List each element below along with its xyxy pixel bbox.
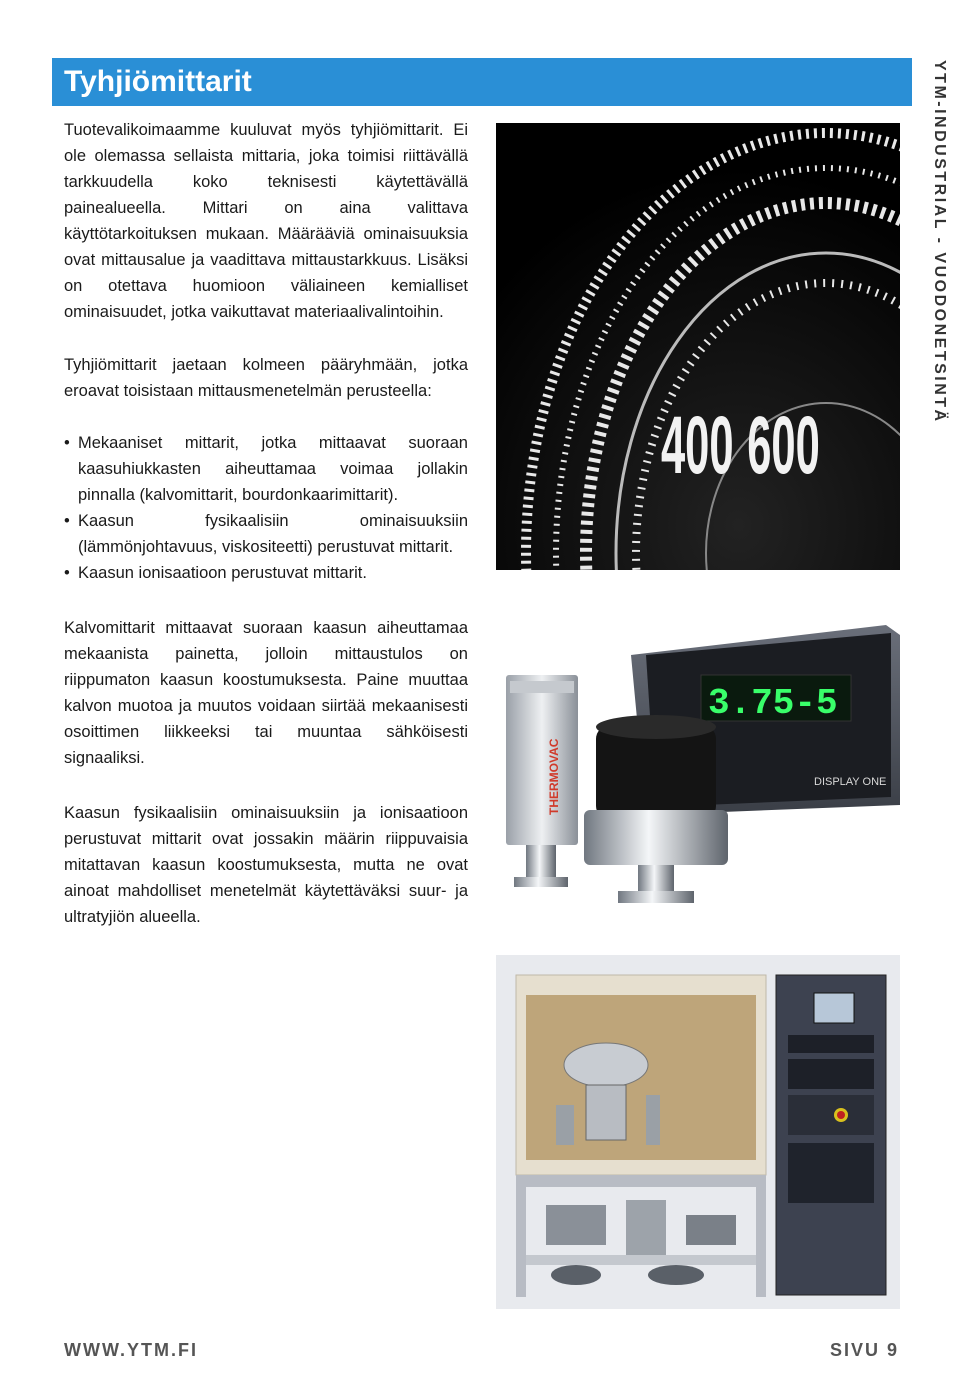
display-value: 3.75-5	[708, 683, 838, 724]
list-item: • Mekaaniset mittarit, jotka mittaavat suoraan kaasuhiukkasten aiheuttamaa voimaa jollakin pinnalla (kalvomittarit, bourdonkaarimittarit).	[64, 430, 468, 508]
gauge-types-list	[64, 430, 468, 586]
page-title: Tyhjiömittarit	[64, 65, 252, 98]
footer-website: WWW.YTM.FI	[64, 1340, 198, 1360]
membrane-text: Kalvomittarit mittaavat suoraan kaasun aiheuttamaa mekaanista painetta, jolloin mittaustulos on riippumaton kaasun koostumuksesta. Paine muuttaa kalvon muotoa ja muutos voidaan siirtää mekaanisesti osoittimen liikkeeksi tai muuntaa sähköisesti signaaliksi.	[64, 619, 468, 767]
display-label: DISPLAY ONE	[814, 776, 887, 788]
groups-intro-paragraph	[64, 352, 468, 404]
intro-text: Tuotevalikoimaamme kuuluvat myös tyhjiömittarit. Ei ole olemassa sellaista mittaria, joka toimisi riittävällä tarkkuudella koko teknisesti käytettävällä painealueella. Mittari on aina valittava käyttötarkoituksen mukaan. Määrääviä ominaisuuksia ovat mittausalue ja vaadittava mittaustarkkuus. Lisäksi on otettava huomioon väliaineen kemialliset ominaisuudet, jotka vaikuttavat materiaalivalintoihin.	[64, 121, 468, 321]
physical-paragraph	[64, 800, 468, 930]
thermovac-label: THERMOVAC	[547, 738, 561, 815]
gauge-photo	[496, 123, 900, 570]
device-illustration	[496, 615, 900, 925]
title-bar	[52, 58, 912, 106]
groups-intro-text: Tyhjiömittarit jaetaan kolmeen pääryhmään, jotka eroavat toisistaan mittausmenetelmän perusteella:	[64, 356, 468, 400]
gauge-number-400: 400	[661, 399, 734, 491]
side-label	[928, 60, 952, 460]
system-illustration	[496, 955, 900, 1309]
device-photo	[496, 615, 900, 925]
system-photo	[496, 955, 900, 1309]
intro-paragraph	[64, 117, 468, 325]
list-item: • Kaasun fysikaalisiin ominaisuuksiin (lämmönjohtavuus, viskositeetti) perustuvat mittarit.	[64, 508, 468, 560]
gauge-number-600: 600	[747, 399, 820, 491]
footer-page-number: SIVU 9	[830, 1340, 900, 1360]
side-label-text: YTM-INDUSTRIAL - VUODONETSINTÄ	[931, 60, 948, 424]
gauge-illustration	[496, 123, 900, 570]
membrane-paragraph	[64, 615, 468, 771]
list-item: • Kaasun ionisaatioon perustuvat mittarit.	[64, 560, 468, 586]
physical-text: Kaasun fysikaalisiin ominaisuuksiin ja ionisaatioon perustuvat mittarit ovat jossakin määrin riippuvaisia mitattavan kaasun koostumuksesta, mutta ne ovat ainoat mahdolliset menetelmät käytettäväksi suur- ja ultratyjiön alueella.	[64, 804, 468, 926]
